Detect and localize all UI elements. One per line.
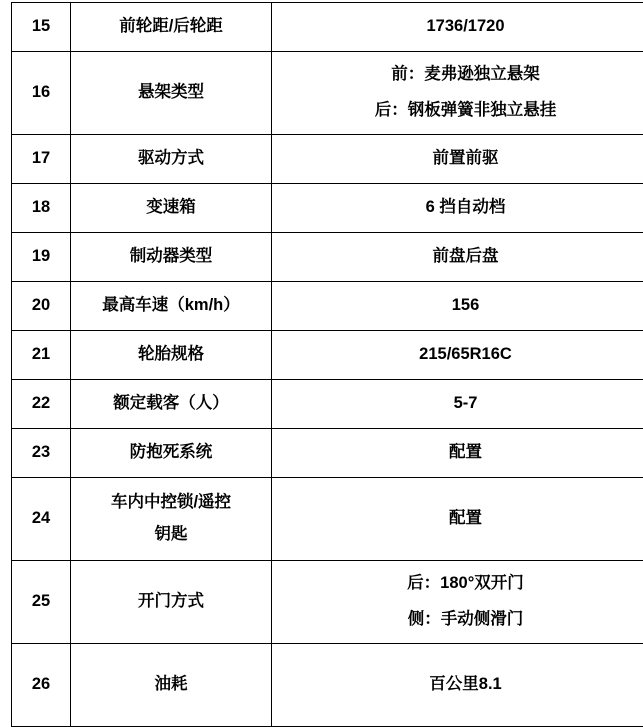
spec-value-line: 156 (276, 294, 643, 318)
table-row (12, 184, 643, 233)
row-index-cell: 17 (12, 135, 71, 184)
spec-value-cell (272, 3, 643, 52)
spec-label-line: 驱动方式 (75, 147, 267, 171)
spec-value-line: 1736/1720 (276, 15, 643, 39)
spec-label-line: 前轮距/后轮距 (75, 15, 267, 39)
spec-label-line: 悬架类型 (75, 81, 267, 105)
spec-value-line: 5-7 (276, 392, 643, 416)
spec-label-cell (71, 135, 272, 184)
spec-value-line: 百公里8.1 (276, 673, 643, 697)
table-body (12, 3, 643, 727)
spec-value-cell (272, 380, 643, 429)
spec-label-cell (71, 184, 272, 233)
table-row (12, 380, 643, 429)
spec-label-line: 轮胎规格 (75, 343, 267, 367)
table-row (12, 282, 643, 331)
spec-label-cell (71, 380, 272, 429)
spec-value-line: 侧：手动侧滑门 (276, 608, 643, 632)
spec-label-line: 防抱死系统 (75, 441, 267, 465)
row-index-cell: 21 (12, 331, 71, 380)
table-row (12, 331, 643, 380)
row-index-cell: 16 (12, 52, 71, 135)
table-row (12, 135, 643, 184)
spec-value-cell (272, 478, 643, 561)
row-index-cell: 22 (12, 380, 71, 429)
spec-value-cell (272, 184, 643, 233)
table-row (12, 233, 643, 282)
spec-value-cell (272, 429, 643, 478)
table-row (12, 478, 643, 561)
spec-value-line: 后：钢板弹簧非独立悬挂 (276, 99, 643, 123)
spec-label-line: 油耗 (75, 673, 267, 697)
spec-value-line: 前置前驱 (276, 147, 643, 171)
spec-label-cell (71, 331, 272, 380)
spec-value-line: 后：180°双开门 (276, 572, 643, 596)
row-index-cell: 19 (12, 233, 71, 282)
row-index-cell: 18 (12, 184, 71, 233)
spec-label-line: 变速箱 (75, 196, 267, 220)
spec-value-cell (272, 644, 643, 727)
spec-label-cell (71, 3, 272, 52)
spec-value-cell (272, 561, 643, 644)
spec-value-cell (272, 282, 643, 331)
spec-value-cell (272, 233, 643, 282)
spec-label-line: 钥匙 (75, 523, 267, 547)
row-index-cell: 20 (12, 282, 71, 331)
spec-value-line: 配置 (276, 441, 643, 465)
table-row (12, 429, 643, 478)
spec-value-line: 前：麦弗逊独立悬架 (276, 63, 643, 87)
spec-value-line: 215/65R16C (276, 343, 643, 367)
table-row (12, 561, 643, 644)
spec-label-cell (71, 282, 272, 331)
spec-label-cell (71, 429, 272, 478)
table-row (12, 3, 643, 52)
table-row (12, 52, 643, 135)
spec-label-line: 车内中控锁/遥控 (75, 491, 267, 515)
spec-label-cell (71, 561, 272, 644)
spec-label-line: 额定载客（人） (75, 392, 267, 416)
vehicle-spec-table (11, 2, 643, 727)
spec-label-line: 制动器类型 (75, 245, 267, 269)
spec-label-cell (71, 233, 272, 282)
spec-value-line: 配置 (276, 507, 643, 531)
spec-value-cell (272, 135, 643, 184)
row-index-cell: 24 (12, 478, 71, 561)
spec-label-cell (71, 52, 272, 135)
row-index-cell: 26 (12, 644, 71, 727)
row-index-cell: 15 (12, 3, 71, 52)
row-index-cell: 25 (12, 561, 71, 644)
spec-value-cell (272, 52, 643, 135)
table-row (12, 644, 643, 727)
row-index-cell: 23 (12, 429, 71, 478)
spec-value-line: 前盘后盘 (276, 245, 643, 269)
spec-value-line: 6 挡自动档 (276, 196, 643, 220)
spec-label-line: 最高车速（km/h） (75, 294, 267, 318)
spec-label-cell (71, 478, 272, 561)
spec-label-line: 开门方式 (75, 590, 267, 614)
spec-label-cell (71, 644, 272, 727)
spec-value-cell (272, 331, 643, 380)
